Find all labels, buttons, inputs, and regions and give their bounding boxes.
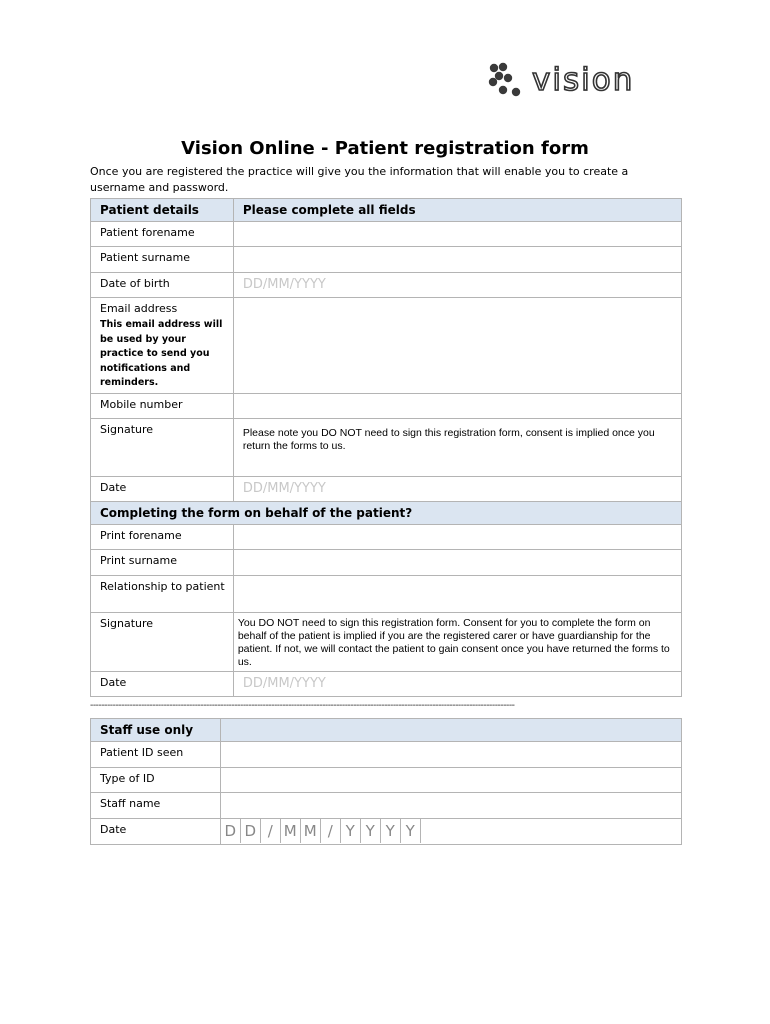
staff-name-field[interactable] <box>220 793 681 819</box>
mobile-field[interactable] <box>233 394 681 419</box>
signature-note: Please note you DO NOT need to sign this registration form, consent is implied once you return the forms to us. <box>242 427 655 452</box>
date-box[interactable]: D <box>221 819 241 843</box>
staff-use-header-blank <box>220 719 681 742</box>
behalf-signature-field[interactable] <box>233 613 681 672</box>
behalf-date-placeholder: DD/MM/YYYY <box>242 676 326 691</box>
date-box[interactable]: M <box>301 819 321 843</box>
date-box[interactable]: Y <box>381 819 401 843</box>
staff-date-label: Date <box>91 819 221 845</box>
date-box: / <box>261 819 281 843</box>
email-label: Email address <box>100 302 178 315</box>
date-box[interactable]: M <box>281 819 301 843</box>
patient-id-field[interactable] <box>220 742 681 768</box>
complete-all-fields-header: Please complete all fields <box>233 199 681 222</box>
date-box: / <box>321 819 341 843</box>
dob-label: Date of birth <box>91 273 234 298</box>
print-surname-label: Print surname <box>91 550 234 576</box>
date-box[interactable]: Y <box>361 819 381 843</box>
behalf-header: Completing the form on behalf of the patient? <box>91 502 682 525</box>
email-note: This email address will be used by your practice to send you notifications and reminders. <box>100 319 223 388</box>
type-of-id-label: Type of ID <box>91 768 221 793</box>
print-forename-label: Print forename <box>91 525 234 550</box>
print-surname-field[interactable] <box>233 550 681 576</box>
dob-field[interactable] <box>233 273 681 298</box>
patient-details-table <box>90 198 682 697</box>
behalf-date-label: Date <box>91 672 234 697</box>
page-title: Vision Online - Patient registration form <box>181 138 589 159</box>
staff-use-table <box>90 718 682 845</box>
staff-date-boxes <box>221 819 673 843</box>
mobile-label: Mobile number <box>91 394 234 419</box>
date-label: Date <box>91 477 234 502</box>
behalf-signature-label: Signature <box>91 613 234 672</box>
signature-label: Signature <box>91 419 234 477</box>
forename-label: Patient forename <box>91 222 234 247</box>
cut-line: ------------------------------------------------------------------------------------------------------------------------------------------------------ <box>90 700 515 711</box>
email-label-cell <box>91 298 234 394</box>
behalf-signature-note: You DO NOT need to sign this registration form. Consent for you to complete the form on behalf of the patient is implied if you are the registered carer or have guardianship for the patient. If not, we will contact the patient to gain consent once you have returned the forms to us. <box>237 617 670 668</box>
staff-name-label: Staff name <box>91 793 221 819</box>
type-of-id-field[interactable] <box>220 768 681 793</box>
vision-logo <box>488 62 682 98</box>
date-placeholder: DD/MM/YYYY <box>242 481 326 496</box>
date-box[interactable]: Y <box>341 819 361 843</box>
relationship-field[interactable] <box>233 576 681 613</box>
print-forename-field[interactable] <box>233 525 681 550</box>
patient-id-label: Patient ID seen <box>91 742 221 768</box>
behalf-date-field[interactable] <box>233 672 681 697</box>
relationship-label: Relationship to patient <box>91 576 234 613</box>
staff-use-header: Staff use only <box>91 719 221 742</box>
intro-text: Once you are registered the practice will give you the information that will enable you to create a username and password. <box>90 165 629 194</box>
patient-details-header: Patient details <box>91 199 234 222</box>
staff-date-field[interactable] <box>220 819 681 845</box>
dob-placeholder: DD/MM/YYYY <box>242 277 326 292</box>
vision-dots-icon <box>488 62 528 98</box>
surname-field[interactable] <box>233 247 681 273</box>
signature-field[interactable] <box>233 419 681 477</box>
date-field[interactable] <box>233 477 681 502</box>
email-field[interactable] <box>233 298 681 394</box>
date-box[interactable]: Y <box>401 819 421 843</box>
date-box[interactable]: D <box>241 819 261 843</box>
vision-wordmark: vision <box>532 62 635 98</box>
forename-field[interactable] <box>233 222 681 247</box>
surname-label: Patient surname <box>91 247 234 273</box>
